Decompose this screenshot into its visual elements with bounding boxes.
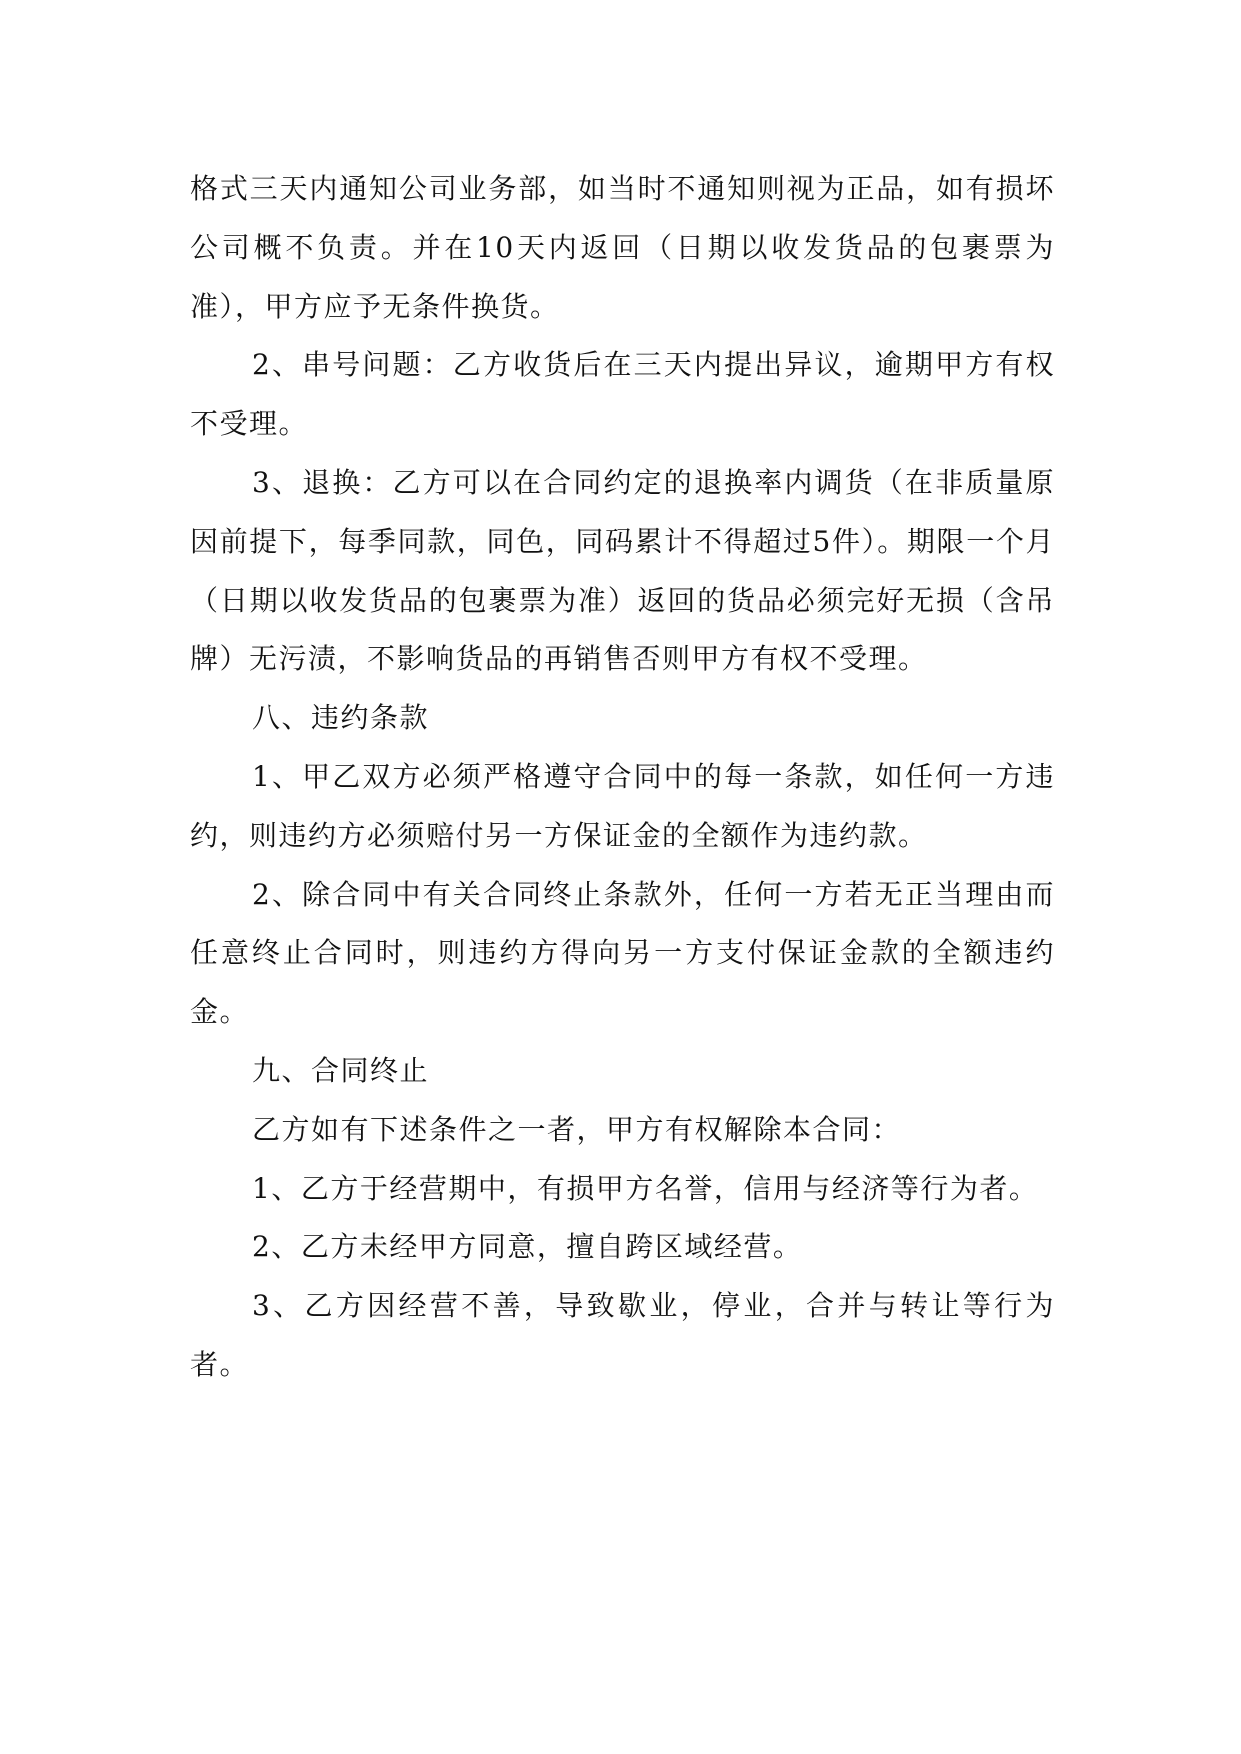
paragraph-return-notice: 格式三天内通知公司业务部，如当时不通知则视为正品，如有损坏公司概不负责。并在10天内返回（日期以收发货品的包裹票为准），甲方应予无条件换货。: [190, 172, 1055, 323]
paragraph-breach-1: 1、甲乙双方必须严格遵守合同中的每一条款，如任何一方违约，则违约方必须赔付另一方保证金的全额作为违约款。: [190, 759, 1055, 852]
paragraph-termination-intro: 乙方如有下述条件之一者，甲方有权解除本合同：: [252, 1112, 902, 1146]
paragraph-termination-2: 2、乙方未经甲方同意，擅自跨区域经营。: [252, 1230, 803, 1264]
paragraph-breach-2: 2、除合同中有关合同终止条款外，任何一方若无正当理由而任意终止合同时，则违约方得向另一方支付保证金款的全额违约金。: [190, 877, 1055, 1029]
section-heading-breach: 八、违约条款: [252, 701, 430, 735]
section-heading-termination: 九、合同终止: [252, 1053, 430, 1087]
paragraph-serial-issue: 2、串号问题：乙方收货后在三天内提出异议，逾期甲方有权不受理。: [190, 348, 1055, 441]
paragraph-termination-1: 1、乙方于经营期中，有损甲方名誉，信用与经济等行为者。: [252, 1171, 1039, 1205]
document-body: [190, 160, 1055, 1395]
paragraph-exchange: 3、退换：乙方可以在合同约定的退换率内调货（在非质量原因前提下，每季同款，同色，同码累计不得超过5件）。期限一个月（日期以收发货品的包裹票为准）返回的货品必须完好无损（含吊牌）无污渍，不影响货品的再销售否则甲方有权不受理。: [190, 465, 1055, 676]
paragraph-termination-3: 3、乙方因经营不善，导致歇业，停业，合并与转让等行为者。: [190, 1289, 1055, 1381]
